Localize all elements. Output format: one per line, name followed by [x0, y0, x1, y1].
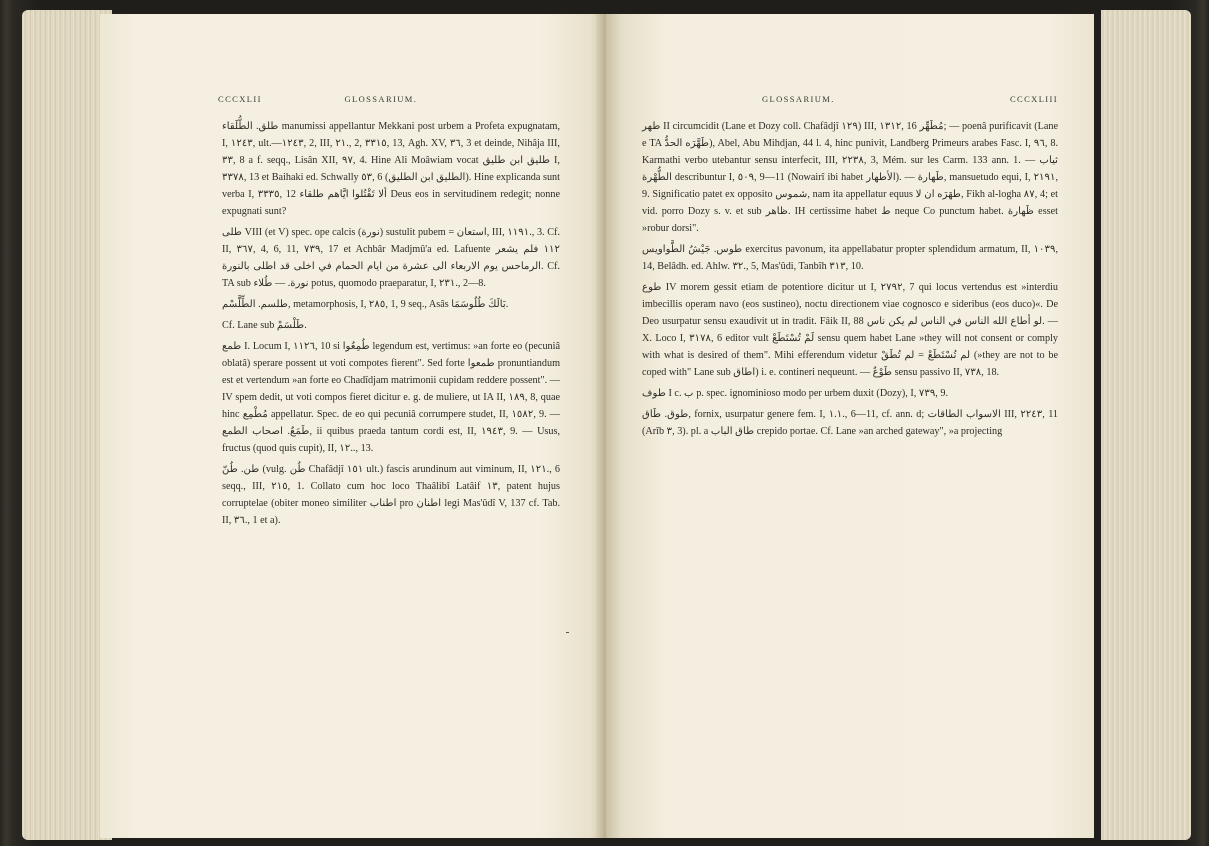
right-running-header [642, 94, 1058, 104]
left-page [100, 14, 606, 838]
entry-thr: طهر II circumcidit (Lane et Dozy coll. Chafâdjî ١٢٩) III, ١٣١٢, 16 مُطَهِّر; — poenâ purificavit (Lane e TA طَهَّرَه الحدُّ), Abel, Abu Mihdjan, 44 l. 4, hinc punivit, Landberg Primeurs arabes Fasc. I, ٩٦, 8. Karmathi verbo utebantur sensu interfecit, III, ٢٢٣٨, 3, Mém. sur les Carm. 133 ann. 1. — ثياب الطُّهْرة describuntur I, ٥٠٩, 9—11 (Nowairî ibi habet الأطهار). — طَهارة, mansuetudo equi, I, ٢١٩١, 9. Significatio patet ex opposito شموس, nam ita appellatur equus طهَرَه ان لا, Fikh al-logha ٨٧, 4; et vid. porro Dozy s. v. et sub ظاهر. IH certissime habet ط neque Co punctum habet. ظَهارة esset »robur dorsi". [642, 121, 1059, 234]
entry-tmc: طمع I. Locum I, ١١٢٦, 10 si طُمِعُوا legendum est, vertimus: »an forte eo (pecuniâ oblatâ) sperare possent ut voti compotes fierent". Sed forte طمعوا pronuntiandum est et vertendum »an forte eo Chadîdjam matrimonii cupidam reddere possent". — IV spem dedit, ut voti compos fieret dicitur e. g. de muliere, ut IA II, ١٨٩, 8, quae hinc مُطْمِع appellatur. Spec. de eo qui pecuniâ corrumpere studet, II, ١٥٨٢, 9. — طَمَعٌ. اصحاب الطمع, ii quibus praeda tantum cordi est, II, ١٩٤٣, 9. — Usus, fructus (quod quis cupit), II, ١٢.., 13. [222, 341, 561, 454]
right-header-title: GLOSSARIUM. [762, 94, 835, 104]
entry-tlsm: طلسم. الطِّلَّسْم, metamorphosis, I, ٢٨٥, 1, 9 seq., Asâs بَالَكَ طُلُوسَمَا. [222, 299, 509, 310]
margin-mark [566, 632, 569, 633]
left-page-number: CCCXLII [218, 94, 262, 104]
entry-tws: طوس. جَيْشُ الطَّواويس exercitus pavonum, ita appellabatur propter splendidum armatum, II, ١٠٣٩, 14, Belâdh. ed. Ahlw. ٣٢., 5, Mas'ûdi, Tanbîh ٣١٣, 10. [642, 244, 1059, 272]
entry-twf: طوف I c. ب p. spec. ignominioso modo per urbem duxit (Dozy), I, ٧٣٩, 9. [642, 388, 949, 399]
left-running-header [218, 94, 560, 104]
entry-twq: طوق. طَاق, fornix, usurpatur genere fem. I, ١.١., 6—11, cf. ann. d; الاسواب الطاقات III, ٢٢٤٣, 11 (Arîb ٣, 3). pl. a طاق الباب crepido portae. Cf. Lane »an arched gateway", »a projecting [642, 409, 1059, 437]
left-page-edges [22, 10, 112, 840]
entry-tnn: طن. طُنّ (vulg. طُن Chafâdjî ١٥١ ult.) fascis arundinum aut viminum, II, ١٢١., 6 seqq., III, ٢١٥, 1. Collato cum hoc loco Thaâlibî Latâif ١٣, patent hujus corruptelae (obiter moneo similiter اطناب pro اطنان legi Mas'ûdî V, 137 cf. Tab. II, ٣٦., 1 et a). [222, 464, 561, 526]
entry-tlsm-ref: Cf. Lane sub طَلْسَمْ. [222, 320, 307, 331]
right-page-number: CCCXLIII [1009, 94, 1058, 104]
entry-tla: طلى VIII (et V) spec. ope calcis (نورة) sustulit pubem = استعان, III, ١١٩١., 3. Cf. II, ٣٦٧, 4, 6, 11, ٧٣٩, 17 et Achbâr Madjmû'a ed. Lafuente ١١٢ فلم يشعر الرماحس يوم الاربعاء الى عشرة من ايام الحمام في اخلى قد اطلى بالنورة. Cf. TA sub نورة. — طُلاء potus, quomodo praeparatur, I, ٢٣١., 2—8. [222, 227, 560, 289]
right-page-edges [1101, 10, 1191, 840]
right-page [606, 14, 1094, 838]
entry-twc: طوع IV morem gessit etiam de potentiore dicitur ut I, ٢٧٩٢, 7 qui locus vertendus est »interdiu imbecillis operam navo (eos sustineo), noctu directionem viae cognosco e sideribus (eos duco)«. De Deo usurpatur sensu exaudivit ut in tradit. Fâik II, 88 لو أطاع الله الناس في الناس لم يكن ناس. — X. Loco I, ٣١٧٨, 6 editor vult لَمْ تُسْتَطَعْ sensu quem habet Lane »they will not consent or comply with what is desired of them". Mihi efferendum videtur لم تُسْتَطَعْ = لم تُطَقْ (»they are not to be coped with" Lane sub اطاق) i. e. contineri nequeunt. — طَوْعٌ sensu passivo II, ٧٣٨, 18. [642, 282, 1058, 378]
left-header-title: GLOSSARIUM. [344, 94, 418, 104]
entry-tlq: طلق. الطُّلَقاء manumissi appellantur Mekkani post urbem a Profeta expugnatam, I, ١٢٤٣, ult.—١٢٤٣, 2, III, ٢١., 2, ٣٣١٥, 13, Agh. XV, ٣٦, 3 et deinde, Nihâja III, ٣٣, 8 a f. seqq., Lisân XII, ٩٧, 4. Hine Ali Moâwiam vocat طليق ابن طليق I, ٣٣٧٨, 13 et Baihaki ed. Schwally ٥٣, 6 (الطليق ابن الطليق). Hine explicanda sunt verba I, ٣٣٣٥, 12 ألا تَقْتُلوا ايَّاهم طلقاء Deus eos in servitudinem redegit; nonne expugnati sunt? [222, 121, 560, 217]
